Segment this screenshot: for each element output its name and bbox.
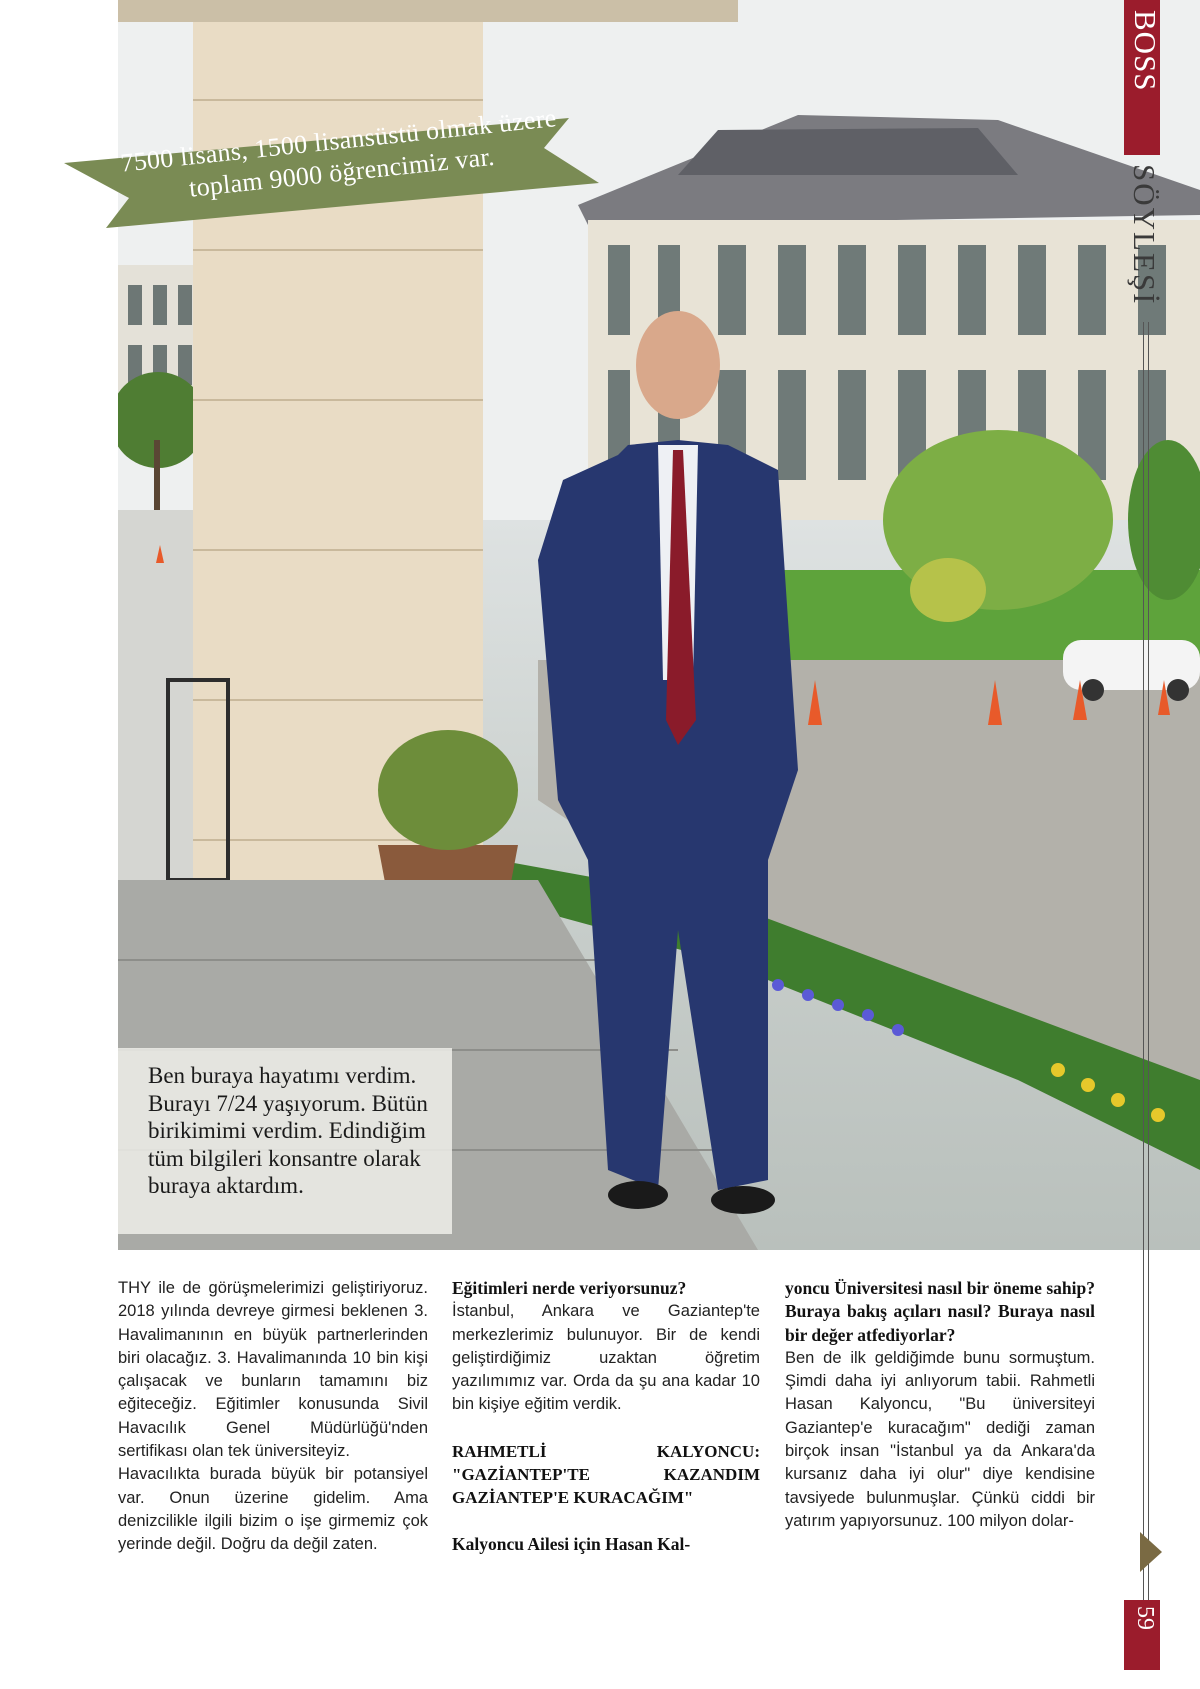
pull-quote: Ben buraya hayatımı verdim. Burayı 7/24 yaşıyorum. Bütün birikimimi verdim. Edindiğim tüm bilgileri konsantre olarak buraya aktardım. [148,1063,428,1198]
interview-question-end: yoncu Üniversitesi nasıl bir öneme sahip? Buraya bakış açıları nasıl? Buraya nasıl bir değer atfediyorlar? [785,1278,1095,1345]
section-label: SÖYLEŞİ [1127,164,1162,306]
ribbon-caption: 7500 lisans, 1500 lisansüstü olmak üzere toplam 9000 öğrencimiz var. [119,103,558,203]
interview-question-start: Kalyoncu Ailesi için Hasan Kal- [452,1533,691,1554]
brand-label-wrap [1124,10,1163,160]
sidebar-rule-left [1143,322,1144,1612]
page-number: 59 [1132,1606,1158,1630]
brand-label: BOSS [1128,10,1163,92]
pull-quote-box [118,1048,452,1234]
paragraph: İstanbul, Ankara ve Gaziantep'te merkezlerimiz bulunuyor. Bir de kendi geliştirdiğimiz uzaktan öğretim yazılımımız var. Orda da şu ana kadar 10 bin kişiye eğitim verdik. [452,1302,760,1414]
article-column-2 [452,1277,760,1556]
interview-question: Eğitimleri nerde veriyorsunuz? [452,1278,687,1298]
article-column-1 [118,1277,428,1557]
section-heading: RAHMETLİ KALYONCU: "GAZİANTEP'TE KAZANDIM GAZİANTEP'E KURACAĞIM" [452,1441,760,1508]
paragraph: Havacılıkta burada büyük bir potansiyel var. Onun üzerine gidelim. Ama denizcilikle ilgili bizim o işe girmemiz çok yerinde değil. Doğru da değil zaten. [118,1465,428,1554]
continue-arrow-icon [1140,1532,1162,1572]
page-number-tab [1124,1600,1160,1670]
sidebar-rule-right [1148,322,1149,1612]
article-column-3 [785,1277,1095,1533]
spacer [452,1510,760,1533]
paragraph: Ben de ilk geldiğimde bunu sormuştum. Şimdi daha iyi anlıyorum tabii. Rahmetli Hasan Kalyoncu, "Bu üniversiteyi Gaziantep'e kuracağım" dediği zaman birçok insan "İstanbul ya da Ankara'da kursanız daha iyi olur" diye kendisine tavsiyede bulunmuşlar. Çünkü ciddi bir yatırım yapıyorsunuz. 100 milyon dolar- [785,1348,1095,1530]
paragraph: THY ile de görüşmelerimizi geliştiriyoruz. 2018 yılında devreye girmesi beklenen 3. Havalimanının en büyük partnerlerinden biri olacağız. 3. Havalimanında 10 bin kişi çalışacak ve bunların tamamını biz eğiteceğiz. Eğitimler konusunda Sivil Havacılık Genel Müdürlüğü'nden sertifikası olan tek üniversiteyiz. [118,1279,428,1461]
section-label-wrap [1124,160,1160,340]
